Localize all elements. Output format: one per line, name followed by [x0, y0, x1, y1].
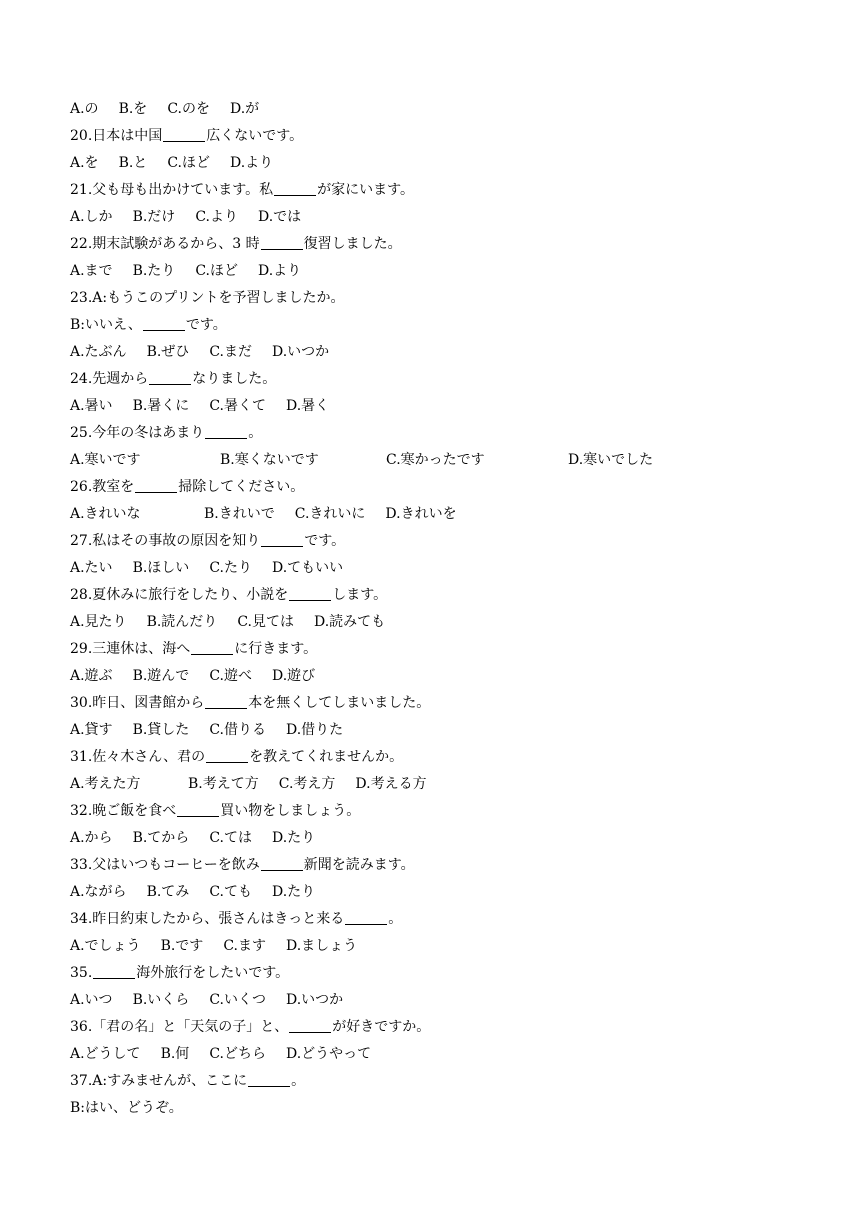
question-line	[70, 1068, 790, 1095]
question-line	[70, 231, 790, 258]
question-text: です。	[185, 317, 227, 333]
answer-option: D.寒いでした	[568, 452, 654, 468]
question-text: が家にいます。	[317, 182, 415, 198]
question-text: です。	[304, 533, 346, 549]
answer-blank	[248, 1072, 290, 1087]
answer-option: C.考え方	[278, 776, 336, 792]
question-text: 海外旅行をしたいです。	[136, 965, 290, 981]
answer-options	[70, 609, 790, 636]
answer-option: C.見ては	[237, 614, 294, 630]
answer-option: D.どうやって	[285, 1046, 372, 1062]
answer-option: B.何	[160, 1046, 190, 1062]
answer-option: D.読みても	[313, 614, 386, 630]
answer-option: A.見たり	[70, 614, 127, 630]
question-line	[70, 690, 790, 717]
question-line	[70, 177, 790, 204]
answer-option: A.たい	[70, 560, 113, 576]
answer-blank	[261, 532, 303, 547]
question-text: 32.晩ご飯を食べ	[70, 803, 177, 819]
answer-blank	[206, 748, 248, 763]
question-text: 28.夏休みに旅行をしたり、小説を	[70, 587, 289, 603]
answer-option: A.を	[70, 155, 99, 171]
answer-option: D.ましょう	[285, 938, 358, 954]
question-line	[70, 474, 790, 501]
question-text: 20.日本は中国	[70, 128, 163, 144]
answer-option: D.いつか	[271, 344, 330, 360]
question-text: 37.A:すみませんが、ここに	[70, 1073, 248, 1089]
answer-options	[70, 501, 790, 528]
question-text: します。	[332, 587, 388, 603]
answer-option: C.借りる	[209, 722, 266, 738]
answer-option: C.どちら	[209, 1046, 266, 1062]
question-line	[70, 123, 790, 150]
answer-option: A.いつ	[70, 992, 113, 1008]
answer-option: A.貸す	[70, 722, 113, 738]
question-text: 35.	[70, 965, 93, 981]
question-text: 25.今年の冬はあまり	[70, 425, 205, 441]
answer-option: B.考えて方	[188, 776, 259, 792]
question-text: 広くないです。	[206, 128, 304, 144]
answer-option: C.暑くて	[209, 398, 266, 414]
answer-option: B.寒くないです	[220, 452, 319, 468]
question-text: 22.期末試験があるから、3 時	[70, 236, 260, 252]
question-text: 31.佐々木さん、君の	[70, 749, 206, 765]
answer-option: C.寒かったです	[386, 452, 485, 468]
answer-option: A.の	[70, 101, 99, 117]
answer-option: D.より	[257, 263, 302, 279]
question-line	[70, 312, 790, 339]
answer-option: D.では	[257, 209, 302, 225]
answer-option: B.いくら	[132, 992, 190, 1008]
answer-option: D.たり	[271, 884, 316, 900]
answer-options	[70, 447, 790, 474]
question-line	[70, 636, 790, 663]
answer-option: D.きれいを	[385, 506, 457, 522]
answer-options	[70, 933, 790, 960]
question-text: 26.教室を	[70, 479, 135, 495]
question-text: なりました。	[192, 371, 277, 387]
question-text: 。	[248, 425, 263, 441]
answer-options	[70, 96, 790, 123]
answer-option: A.遊ぶ	[70, 668, 113, 684]
answer-option: D.遊び	[271, 668, 316, 684]
answer-option: B.てみ	[146, 884, 190, 900]
question-text: を教えてくれませんか。	[249, 749, 404, 765]
answer-option: B.読んだり	[146, 614, 218, 630]
answer-option: C.ても	[209, 884, 252, 900]
answer-option: C.ほど	[195, 263, 238, 279]
answer-blank	[205, 694, 247, 709]
answer-option: C.遊べ	[209, 668, 252, 684]
answer-option: D.てもいい	[271, 560, 344, 576]
question-line	[70, 1014, 790, 1041]
answer-option: B.暑くに	[132, 398, 190, 414]
answer-option: B.ほしい	[132, 560, 190, 576]
question-text: 29.三連休は、海へ	[70, 641, 191, 657]
answer-option: C.きれいに	[294, 506, 366, 522]
question-text: 33.父はいつもコーヒーを飲み	[70, 857, 260, 873]
answer-blank	[177, 802, 219, 817]
answer-option: D.借りた	[285, 722, 344, 738]
answer-blank	[135, 478, 177, 493]
answer-blank	[261, 856, 303, 871]
answer-blank	[289, 1018, 331, 1033]
answer-options	[70, 1041, 790, 1068]
answer-options	[70, 204, 790, 231]
answer-option: B.です	[160, 938, 204, 954]
answer-blank	[205, 424, 247, 439]
question-text: 24.先週から	[70, 371, 149, 387]
question-text: B:いいえ、	[70, 317, 142, 333]
question-line	[70, 906, 790, 933]
question-line	[70, 582, 790, 609]
question-text: が好きですか。	[332, 1019, 431, 1035]
text-line: 23.A:もうこのプリントを予習しましたか。	[70, 290, 345, 306]
answer-options	[70, 771, 790, 798]
answer-option: A.から	[70, 830, 113, 846]
question-line	[70, 798, 790, 825]
answer-option: B.貸した	[132, 722, 190, 738]
answer-blank	[289, 586, 331, 601]
answer-option: A.まで	[70, 263, 113, 279]
answer-option: A.でしょう	[70, 938, 141, 954]
question-line	[70, 960, 790, 987]
answer-blank	[274, 181, 316, 196]
answer-option: B.たり	[132, 263, 176, 279]
answer-blank	[149, 370, 191, 385]
question-text: 36.「君の名」と「天気の子」と、	[70, 1019, 289, 1035]
question-line	[70, 528, 790, 555]
question-line	[70, 744, 790, 771]
answer-options	[70, 663, 790, 690]
answer-option: C.まだ	[209, 344, 252, 360]
answer-option: B.ぜひ	[146, 344, 190, 360]
answer-option: C.ほど	[167, 155, 210, 171]
question-text: 掃除してください。	[178, 479, 305, 495]
question-text: 復習しました。	[303, 236, 402, 252]
answer-option: D.暑く	[285, 398, 330, 414]
answer-blank	[143, 316, 185, 331]
answer-options	[70, 825, 790, 852]
answer-option: B.と	[118, 155, 148, 171]
question-text: 新聞を読みます。	[303, 857, 415, 873]
answer-options	[70, 879, 790, 906]
answer-option: B.きれいで	[204, 506, 275, 522]
question-text: 21.父も母も出かけています。私	[70, 182, 274, 198]
question-text: 34.昨日約束したから、張さんはきっと来る	[70, 911, 345, 927]
question-text: 買い物をしましょう。	[220, 803, 361, 819]
answer-option: C.ます	[223, 938, 266, 954]
answer-option: C.のを	[167, 101, 210, 117]
answer-option: C.いくつ	[209, 992, 266, 1008]
answer-option: D.たり	[271, 830, 316, 846]
answer-options	[70, 150, 790, 177]
question-text: に行きます。	[234, 641, 318, 657]
answer-options	[70, 987, 790, 1014]
answer-option: A.ながら	[70, 884, 127, 900]
question-line	[70, 420, 790, 447]
question-text: 。	[291, 1073, 306, 1089]
answer-option: A.暑い	[70, 398, 113, 414]
question-line	[70, 852, 790, 879]
answer-option: B.てから	[132, 830, 190, 846]
answer-option: D.いつか	[285, 992, 344, 1008]
answer-option: C.より	[195, 209, 238, 225]
answer-options	[70, 258, 790, 285]
question-list	[70, 96, 790, 1122]
answer-option: C.ては	[209, 830, 252, 846]
answer-option: A.寒いです	[70, 452, 141, 468]
answer-option: D.が	[229, 101, 260, 117]
answer-option: A.考えた方	[70, 776, 141, 792]
question-text: 27.私はその事故の原因を知り	[70, 533, 261, 549]
answer-option: A.きれいな	[70, 506, 141, 522]
question-text: 本を無くしてしまいました。	[248, 695, 431, 711]
answer-option: D.より	[229, 155, 274, 171]
answer-options	[70, 717, 790, 744]
answer-option: A.どうして	[70, 1046, 141, 1062]
answer-option: B.遊んで	[132, 668, 190, 684]
answer-blank	[191, 640, 233, 655]
answer-options	[70, 393, 790, 420]
answer-blank	[345, 910, 387, 925]
text-line: B:はい、どうぞ。	[70, 1100, 183, 1116]
answer-blank	[261, 235, 303, 250]
question-text: 。	[388, 911, 403, 927]
answer-option: B.だけ	[132, 209, 176, 225]
answer-option: C.たり	[209, 560, 252, 576]
answer-options	[70, 555, 790, 582]
answer-option: A.しか	[70, 209, 113, 225]
question-line	[70, 366, 790, 393]
answer-option: A.たぶん	[70, 344, 127, 360]
answer-blank	[93, 964, 135, 979]
question-text: 30.昨日、図書館から	[70, 695, 205, 711]
answer-options	[70, 339, 790, 366]
answer-blank	[163, 127, 205, 142]
answer-option: D.考える方	[355, 776, 427, 792]
answer-option: B.を	[118, 101, 148, 117]
